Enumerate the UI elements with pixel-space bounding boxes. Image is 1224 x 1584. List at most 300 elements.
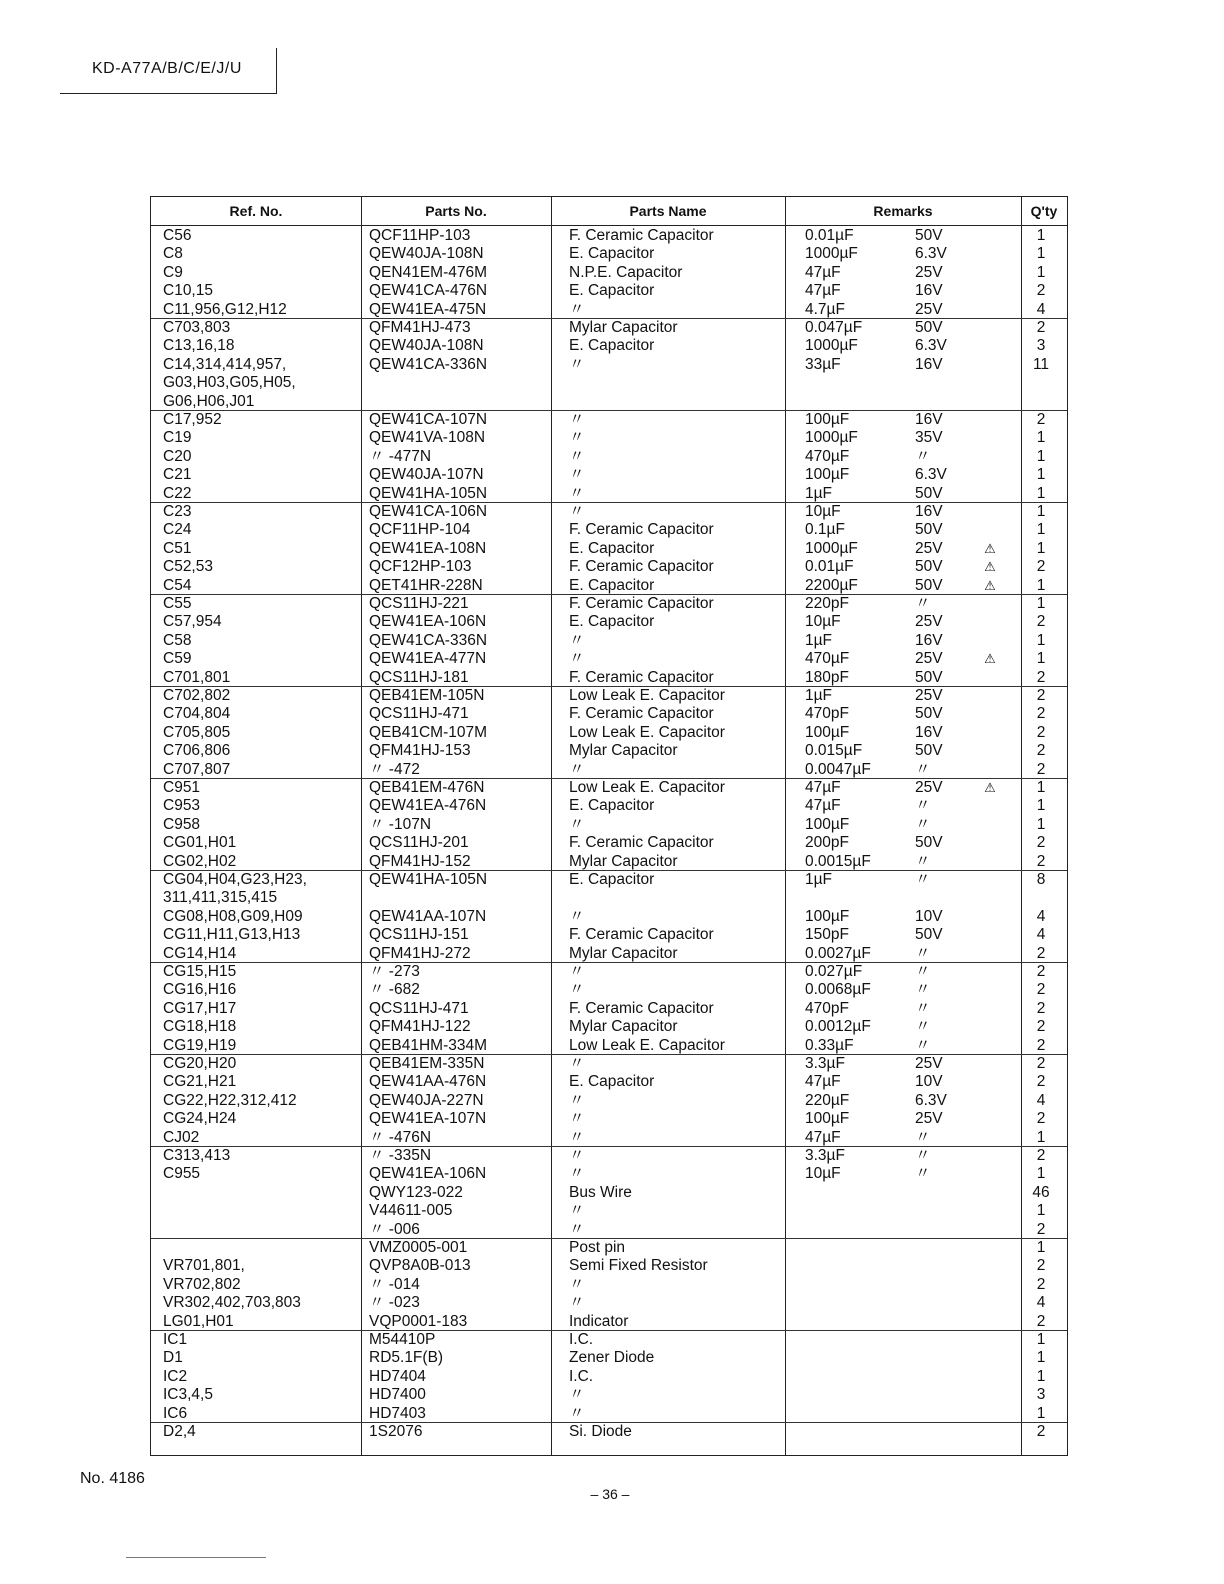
remarks-value-cell: 0.027µF [805, 963, 863, 980]
qty-cell: 2 [1036, 558, 1046, 576]
parts-no-cell: QWY123-022 [369, 1183, 463, 1201]
parts-no-cell: QCS11HJ-181 [369, 668, 469, 686]
table-row [151, 1313, 1067, 1331]
qty-cell: 1 [1036, 1367, 1046, 1385]
ref-cell: IC2 [163, 1367, 188, 1385]
remarks-voltage-cell: 25V [915, 539, 943, 557]
remarks-voltage-cell: 25V [915, 779, 943, 796]
parts-name-cell: 〃 [569, 981, 585, 999]
ref-cell: C20 [163, 447, 192, 465]
table-row [151, 1405, 1067, 1423]
parts-no-cell: QEB41CM-107M [369, 723, 488, 741]
parts-no-cell: VMZ0005-001 [369, 1239, 468, 1256]
table-row [151, 466, 1067, 484]
ref-cell: C24 [163, 521, 192, 539]
table-row [151, 834, 1067, 852]
parts-name-cell: Low Leak E. Capacitor [569, 779, 725, 796]
remarks-value-cell: 100µF [805, 411, 850, 428]
parts-no-cell: QEW41AA-476N [369, 1073, 487, 1091]
parts-no-cell: QEW41CA-107N [369, 411, 488, 428]
parts-name-cell: E. Capacitor [569, 1073, 655, 1091]
parts-name-cell: 〃 [569, 1091, 585, 1109]
remarks-value-cell: 47µF [805, 282, 841, 300]
remarks-value-cell: 1000µF [805, 245, 858, 263]
qty-cell: 1 [1036, 631, 1046, 649]
ref-cell: C703,803 [163, 319, 231, 336]
remarks-voltage-cell: 16V [915, 503, 943, 520]
table-row [151, 301, 1067, 319]
parts-name-cell: Zener Diode [569, 1349, 655, 1367]
table-row [151, 1386, 1067, 1404]
qty-cell: 46 [1032, 1183, 1050, 1201]
qty-cell: 1 [1036, 466, 1046, 484]
table-row [151, 945, 1067, 963]
parts-no-cell: QEW40JA-227N [369, 1091, 484, 1109]
safety-warning-icon: ⚠ [984, 577, 996, 593]
parts-name-cell: Semi Fixed Resistor [569, 1257, 708, 1275]
remarks-voltage-cell: 〃 [915, 999, 931, 1017]
parts-name-cell: E. Capacitor [569, 797, 655, 815]
table-row [151, 632, 1067, 650]
remarks-value-cell: 1µF [805, 871, 833, 888]
table-row [151, 1147, 1067, 1165]
parts-name-cell: 〃 [569, 355, 585, 373]
parts-name-cell: Bus Wire [569, 1183, 632, 1201]
parts-no-cell: QEB41EM-105N [369, 687, 485, 704]
ref-cell: C8 [163, 245, 183, 263]
parts-name-cell: 〃 [569, 907, 585, 925]
parts-no-cell: QEW41HA-105N [369, 484, 488, 502]
ref-cell: G03,H03,G05,H05, [163, 374, 296, 392]
table-row [151, 577, 1067, 595]
qty-cell: 1 [1036, 447, 1046, 465]
remarks-value-cell: 0.0068µF [805, 981, 871, 999]
header-divider-horizontal [60, 93, 277, 94]
table-row [151, 411, 1067, 429]
parts-name-cell: F. Ceramic Capacitor [569, 227, 714, 244]
header-divider-vertical [276, 48, 277, 94]
remarks-value-cell: 0.0047µF [805, 760, 871, 778]
table-row [151, 1055, 1067, 1073]
qty-cell: 1 [1036, 595, 1046, 612]
table-header [151, 197, 1067, 226]
ref-cell: C14,314,414,957, [163, 355, 287, 373]
parts-no-cell: QEW41EA-106N [369, 613, 487, 631]
ref-cell: C955 [163, 1165, 201, 1183]
remarks-voltage-cell: 〃 [915, 760, 931, 778]
col-header-parts-no: Parts No. [425, 203, 487, 219]
remarks-value-cell: 100µF [805, 466, 850, 484]
parts-no-cell: QEW41EA-475N [369, 300, 487, 318]
ref-cell: CG01,H01 [163, 834, 237, 852]
parts-name-cell: 〃 [569, 1128, 585, 1146]
qty-cell: 4 [1036, 1294, 1046, 1312]
remarks-value-cell: 0.0012µF [805, 1018, 871, 1036]
ref-cell: C56 [163, 227, 192, 244]
remarks-voltage-cell: 16V [915, 282, 943, 300]
parts-name-cell: E. Capacitor [569, 871, 655, 888]
ref-cell: CG22,H22,312,412 [163, 1091, 297, 1109]
parts-no-cell: QCS11HJ-471 [369, 705, 469, 723]
qty-cell: 1 [1036, 1202, 1046, 1220]
qty-cell: 2 [1036, 723, 1046, 741]
remarks-voltage-cell: 50V [915, 742, 943, 760]
qty-cell: 2 [1036, 613, 1046, 631]
parts-no-cell: QEW41CA-106N [369, 503, 488, 520]
parts-name-cell: N.P.E. Capacitor [569, 263, 683, 281]
remarks-voltage-cell: 〃 [915, 871, 931, 888]
table-row [151, 448, 1067, 466]
ref-cell: VR701,801, [163, 1257, 245, 1275]
qty-cell: 1 [1036, 429, 1046, 447]
qty-cell: 3 [1036, 1386, 1046, 1404]
remarks-value-cell: 1µF [805, 687, 833, 704]
ref-cell: C958 [163, 815, 201, 833]
parts-no-cell: QFM41HJ-122 [369, 1018, 471, 1036]
parts-name-cell: 〃 [569, 963, 585, 980]
remarks-value-cell: 470pF [805, 705, 849, 723]
parts-no-cell: QEB41EM-335N [369, 1055, 485, 1072]
parts-name-cell: 〃 [569, 1386, 585, 1404]
remarks-voltage-cell: 25V [915, 613, 943, 631]
ref-cell: C13,16,18 [163, 337, 235, 355]
remarks-voltage-cell: 〃 [915, 1147, 931, 1164]
qty-cell: 2 [1036, 999, 1046, 1017]
remarks-voltage-cell: 〃 [915, 815, 931, 833]
parts-no-cell: QCF12HP-103 [369, 558, 472, 576]
safety-warning-icon: ⚠ [984, 651, 996, 667]
qty-cell: 2 [1036, 411, 1046, 428]
col-header-parts-name: Parts Name [629, 203, 707, 219]
parts-no-cell: QEB41EM-476N [369, 779, 485, 796]
remarks-value-cell: 1µF [805, 484, 833, 502]
safety-warning-icon: ⚠ [984, 780, 996, 795]
table-row [151, 1349, 1067, 1367]
parts-no-cell: QEW41EA-108N [369, 539, 487, 557]
parts-name-cell: Mylar Capacitor [569, 742, 678, 760]
table-row [151, 1184, 1067, 1202]
qty-cell: 2 [1036, 1110, 1046, 1128]
ref-cell: C702,802 [163, 687, 231, 704]
ref-cell: LG01,H01 [163, 1312, 234, 1330]
qty-cell: 2 [1036, 1036, 1046, 1054]
remarks-voltage-cell: 16V [915, 723, 943, 741]
ref-cell: CG19,H19 [163, 1036, 237, 1054]
ref-cell: C953 [163, 797, 201, 815]
qty-cell: 1 [1036, 503, 1046, 520]
table-row [151, 650, 1067, 668]
remarks-voltage-cell: 6.3V [915, 245, 947, 263]
ref-cell: VR302,402,703,803 [163, 1294, 301, 1312]
parts-no-cell: 〃 -107N [369, 815, 432, 833]
parts-no-cell: QCS11HJ-221 [369, 595, 469, 612]
remarks-value-cell: 100µF [805, 723, 850, 741]
qty-cell: 2 [1036, 705, 1046, 723]
parts-name-cell: 〃 [569, 503, 585, 520]
remarks-voltage-cell: 25V [915, 650, 943, 668]
parts-name-cell: Low Leak E. Capacitor [569, 687, 725, 704]
parts-name-cell: 〃 [569, 1110, 585, 1128]
remarks-value-cell: 0.1µF [805, 521, 845, 539]
ref-cell: CJ02 [163, 1128, 200, 1146]
remarks-value-cell: 10µF [805, 1165, 841, 1183]
parts-name-cell: 〃 [569, 466, 585, 484]
ref-cell: 311,411,315,415 [163, 889, 278, 907]
remarks-value-cell: 0.0027µF [805, 944, 871, 962]
qty-cell: 2 [1036, 834, 1046, 852]
remarks-voltage-cell: 16V [915, 631, 943, 649]
qty-cell: 1 [1036, 650, 1046, 668]
parts-name-cell: 〃 [569, 1404, 585, 1422]
ref-cell: CG08,H08,G09,H09 [163, 907, 303, 925]
ref-cell: CG17,H17 [163, 999, 237, 1017]
qty-cell: 4 [1036, 1091, 1046, 1109]
ref-cell: IC1 [163, 1331, 188, 1348]
parts-no-cell: 〃 -335N [369, 1147, 432, 1164]
parts-no-cell: QFM41HJ-153 [369, 742, 471, 760]
remarks-voltage-cell: 〃 [915, 595, 931, 612]
qty-cell: 2 [1036, 1423, 1046, 1440]
ref-cell: CG02,H02 [163, 852, 237, 870]
parts-name-cell: Low Leak E. Capacitor [569, 1036, 725, 1054]
remarks-value-cell: 0.01µF [805, 227, 854, 244]
table-row [151, 282, 1067, 300]
remarks-voltage-cell: 50V [915, 484, 943, 502]
parts-no-cell: 〃 -476N [369, 1128, 432, 1146]
remarks-value-cell: 10µF [805, 613, 841, 631]
qty-cell: 2 [1036, 319, 1046, 336]
parts-no-cell: M54410P [369, 1331, 436, 1348]
parts-no-cell: QEW41CA-336N [369, 355, 488, 373]
remarks-value-cell: 47µF [805, 1073, 841, 1091]
table-row [151, 1294, 1067, 1312]
remarks-value-cell: 150pF [805, 926, 849, 944]
remarks-voltage-cell: 10V [915, 907, 943, 925]
parts-name-cell: E. Capacitor [569, 337, 655, 355]
parts-name-cell: F. Ceramic Capacitor [569, 558, 714, 576]
remarks-value-cell: 3.3µF [805, 1147, 845, 1164]
qty-cell: 1 [1036, 779, 1046, 796]
remarks-voltage-cell: 〃 [915, 797, 931, 815]
table-row [151, 337, 1067, 355]
ref-cell: C9 [163, 263, 183, 281]
remarks-voltage-cell: 50V [915, 834, 943, 852]
parts-name-cell: I.C. [569, 1331, 594, 1348]
remarks-value-cell: 0.015µF [805, 742, 863, 760]
remarks-value-cell: 47µF [805, 779, 841, 796]
ref-cell: C21 [163, 466, 192, 484]
ref-cell: G06,H06,J01 [163, 392, 255, 410]
parts-no-cell: 〃 -014 [369, 1275, 420, 1293]
safety-warning-icon: ⚠ [984, 559, 996, 575]
qty-cell: 3 [1036, 337, 1046, 355]
ref-cell: C23 [163, 503, 192, 520]
parts-name-cell: 〃 [569, 300, 585, 318]
qty-cell: 1 [1036, 263, 1046, 281]
remarks-value-cell: 4.7µF [805, 300, 845, 318]
parts-no-cell: QEW40JA-108N [369, 337, 484, 355]
parts-no-cell: QFM41HJ-272 [369, 944, 471, 962]
ref-cell: CG20,H20 [163, 1055, 237, 1072]
parts-no-cell: QCF11HP-104 [369, 521, 471, 539]
parts-no-cell: QEN41EM-476M [369, 263, 488, 281]
table-row [151, 595, 1067, 613]
remarks-voltage-cell: 16V [915, 355, 943, 373]
remarks-value-cell: 1000µF [805, 337, 858, 355]
ref-cell: C701,801 [163, 668, 231, 686]
remarks-value-cell: 0.0015µF [805, 852, 871, 870]
parts-name-cell: E. Capacitor [569, 576, 655, 594]
table-row [151, 889, 1067, 907]
model-number: KD-A77A/B/C/E/J/U [92, 60, 242, 77]
table-row [151, 1276, 1067, 1294]
table-row [151, 319, 1067, 337]
remarks-value-cell: 0.33µF [805, 1036, 854, 1054]
table-row [151, 1092, 1067, 1110]
table-row [151, 1239, 1067, 1257]
qty-cell: 1 [1036, 1331, 1046, 1348]
remarks-value-cell: 180pF [805, 668, 849, 686]
table-row [151, 1331, 1067, 1349]
parts-no-cell: 〃 -273 [369, 963, 420, 980]
qty-cell: 1 [1036, 227, 1046, 244]
parts-name-cell: 〃 [569, 1147, 585, 1164]
qty-cell: 8 [1036, 871, 1046, 888]
remarks-voltage-cell: 6.3V [915, 1091, 947, 1109]
parts-name-cell: 〃 [569, 429, 585, 447]
remarks-voltage-cell: 50V [915, 705, 943, 723]
parts-no-cell: QEW41EA-106N [369, 1165, 487, 1183]
parts-no-cell: QEW41EA-477N [369, 650, 487, 668]
parts-name-cell: Mylar Capacitor [569, 852, 678, 870]
qty-cell: 1 [1036, 1165, 1046, 1183]
parts-name-cell: 〃 [569, 1055, 585, 1072]
remarks-voltage-cell: 10V [915, 1073, 943, 1091]
document-number: No. 4186 [80, 1470, 145, 1487]
qty-cell: 2 [1036, 1147, 1046, 1164]
table-row [151, 1257, 1067, 1275]
table-row [151, 393, 1067, 411]
table-row [151, 1221, 1067, 1239]
qty-cell: 1 [1036, 245, 1046, 263]
remarks-voltage-cell: 50V [915, 521, 943, 539]
qty-cell: 4 [1036, 926, 1046, 944]
parts-name-cell: E. Capacitor [569, 539, 655, 557]
remarks-voltage-cell: 25V [915, 687, 943, 704]
qty-cell: 2 [1036, 1018, 1046, 1036]
qty-cell: 2 [1036, 981, 1046, 999]
table-row [151, 521, 1067, 539]
qty-cell: 1 [1036, 1128, 1046, 1146]
parts-no-cell: QCS11HJ-151 [369, 926, 469, 944]
ref-cell: C951 [163, 779, 201, 796]
remarks-voltage-cell: 50V [915, 558, 943, 576]
parts-no-cell: QEW41CA-476N [369, 282, 488, 300]
qty-cell: 2 [1036, 668, 1046, 686]
qty-cell: 1 [1036, 1349, 1046, 1367]
ref-cell: C58 [163, 631, 192, 649]
remarks-voltage-cell: 35V [915, 429, 943, 447]
parts-no-cell: QEW40JA-107N [369, 466, 484, 484]
remarks-value-cell: 1000µF [805, 539, 858, 557]
remarks-value-cell: 470pF [805, 999, 849, 1017]
remarks-voltage-cell: 6.3V [915, 466, 947, 484]
remarks-value-cell: 470µF [805, 650, 850, 668]
parts-no-cell: QEW41EA-107N [369, 1110, 487, 1128]
col-header-qty: Q'ty [1030, 203, 1058, 219]
col-header-remarks: Remarks [873, 203, 933, 219]
remarks-voltage-cell: 〃 [915, 1036, 931, 1054]
qty-cell: 2 [1036, 742, 1046, 760]
table-row [151, 705, 1067, 723]
ref-cell: C59 [163, 650, 192, 668]
qty-cell: 1 [1036, 484, 1046, 502]
parts-no-cell: 〃 -477N [369, 447, 432, 465]
parts-name-cell: E. Capacitor [569, 282, 655, 300]
parts-no-cell: QCS11HJ-201 [369, 834, 469, 852]
parts-no-cell: QCS11HJ-471 [369, 999, 469, 1017]
parts-name-cell: 〃 [569, 1294, 585, 1312]
table-row [151, 1368, 1067, 1386]
remarks-value-cell: 100µF [805, 1110, 850, 1128]
parts-name-cell: Mylar Capacitor [569, 319, 678, 336]
parts-name-cell: Mylar Capacitor [569, 944, 678, 962]
parts-name-cell: 〃 [569, 484, 585, 502]
table-row [151, 963, 1067, 981]
col-header-ref-no: Ref. No. [229, 203, 283, 219]
qty-cell: 2 [1036, 852, 1046, 870]
parts-no-cell: QET41HR-228N [369, 576, 483, 594]
safety-warning-icon: ⚠ [984, 540, 996, 556]
parts-no-cell: QCF11HP-103 [369, 227, 471, 244]
qty-cell: 2 [1036, 760, 1046, 778]
remarks-voltage-cell: 〃 [915, 944, 931, 962]
table-row [151, 871, 1067, 889]
qty-cell: 2 [1036, 687, 1046, 704]
table-row [151, 1202, 1067, 1220]
remarks-voltage-cell: 〃 [915, 981, 931, 999]
qty-cell: 2 [1036, 963, 1046, 980]
ref-cell: CG04,H04,G23,H23, [163, 871, 307, 888]
table-row [151, 540, 1067, 558]
remarks-value-cell: 3.3µF [805, 1055, 845, 1072]
table-row [151, 761, 1067, 779]
parts-no-cell: QEW41HA-105N [369, 871, 488, 888]
table-row [151, 1000, 1067, 1018]
qty-cell: 1 [1036, 1404, 1046, 1422]
remarks-value-cell: 10µF [805, 503, 841, 520]
ref-cell: CG24,H24 [163, 1110, 237, 1128]
remarks-value-cell: 220µF [805, 1091, 850, 1109]
parts-name-cell: F. Ceramic Capacitor [569, 521, 714, 539]
qty-cell: 1 [1036, 521, 1046, 539]
parts-name-cell: I.C. [569, 1367, 594, 1385]
qty-cell: 2 [1036, 1055, 1046, 1072]
ref-cell: C51 [163, 539, 192, 557]
remarks-value-cell: 100µF [805, 907, 850, 925]
parts-no-cell: V44611-005 [369, 1202, 453, 1220]
ref-cell: C706,806 [163, 742, 231, 760]
parts-name-cell: F. Ceramic Capacitor [569, 595, 714, 612]
table-row [151, 1018, 1067, 1036]
parts-name-cell: E. Capacitor [569, 245, 655, 263]
parts-name-cell: F. Ceramic Capacitor [569, 668, 714, 686]
remarks-value-cell: 33µF [805, 355, 841, 373]
parts-name-cell: Indicator [569, 1312, 629, 1330]
ref-cell: CG14,H14 [163, 944, 237, 962]
remarks-voltage-cell: 25V [915, 1110, 943, 1128]
parts-name-cell: 〃 [569, 1202, 585, 1220]
